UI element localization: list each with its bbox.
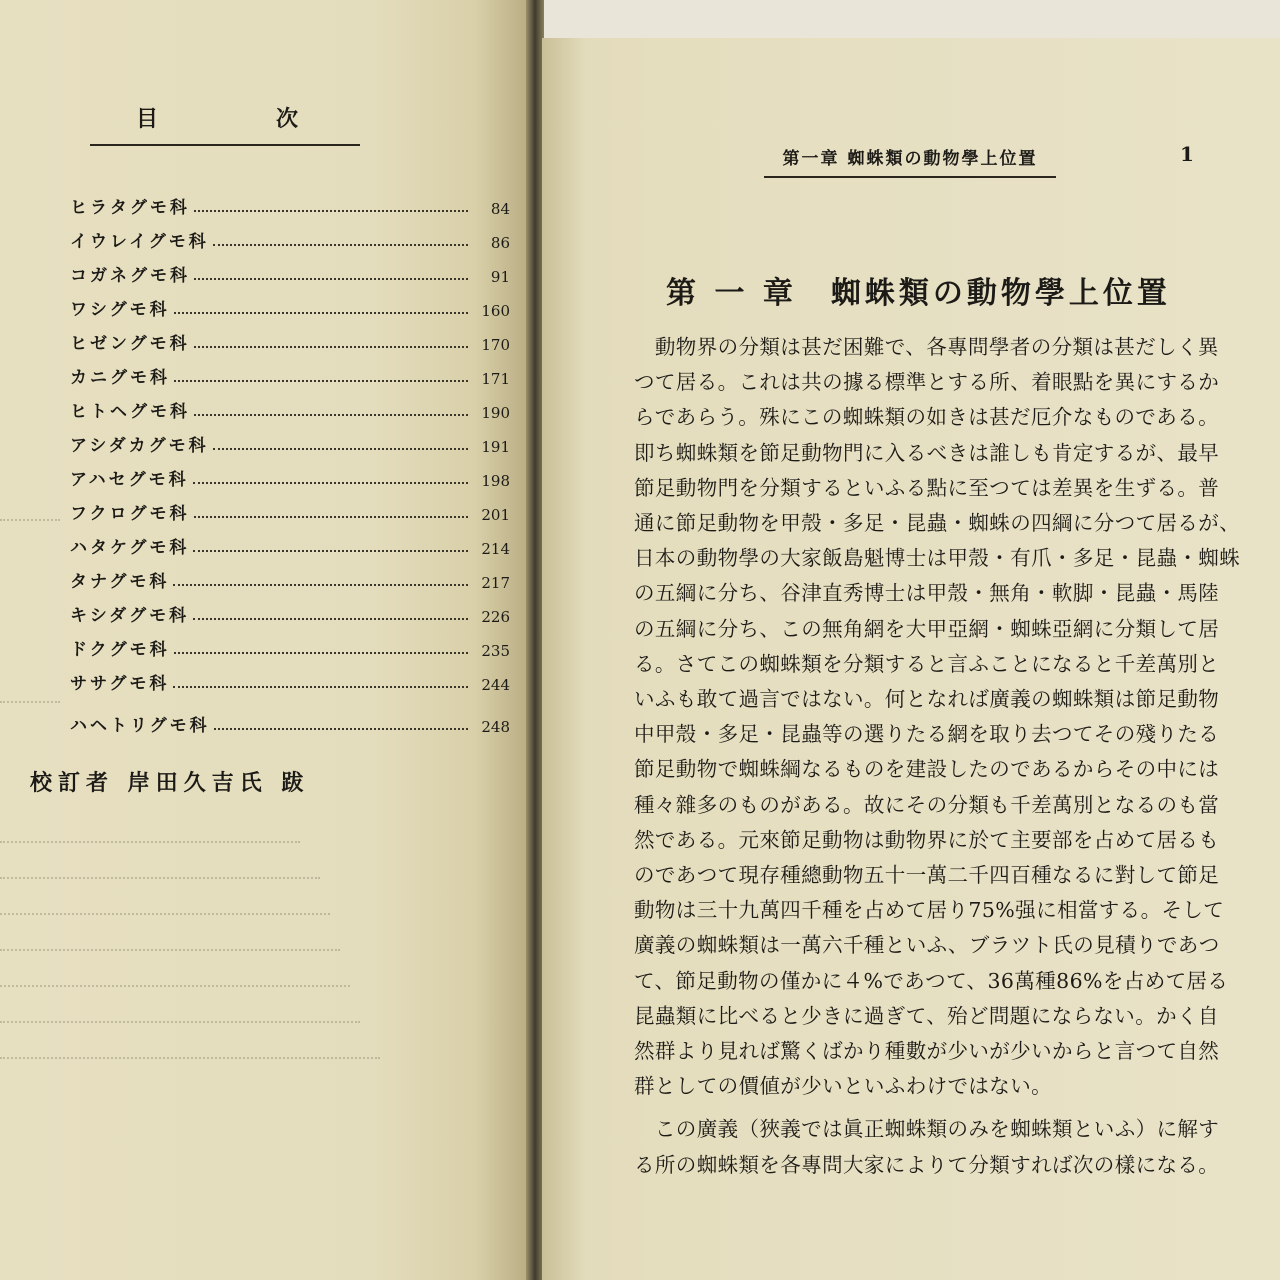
toc-item-page: 214 xyxy=(481,540,510,558)
toc-leader xyxy=(193,617,468,620)
toc-item-name: イウレイグモ科 xyxy=(70,232,209,252)
toc-leader xyxy=(193,481,468,484)
toc-item-name: ハヘトリグモ科 xyxy=(70,716,210,736)
toc-item-page: 190 xyxy=(481,404,510,422)
toc-item xyxy=(70,702,510,736)
text-line: 節足動物門を分類するといふる點に至つては差異を生ずる。普 xyxy=(634,475,1220,500)
toc-item-page: 244 xyxy=(481,676,510,694)
toc-item-name: ヒラタグモ科 xyxy=(70,198,190,218)
reviser-note: 校訂者 岸田久吉氏 跋 xyxy=(30,770,310,796)
text-line: 動物は三十九萬四千種を占めて居り75%强に相當する。そして xyxy=(634,898,1225,923)
left-page xyxy=(0,0,528,1280)
toc-item xyxy=(70,388,510,422)
toc-item-page: 160 xyxy=(481,302,510,320)
toc-item-name: ワシグモ科 xyxy=(70,300,170,320)
text-line: る。さてこの蜘蛛類を分類すると言ふことになると千差萬別と xyxy=(634,651,1220,676)
text-line: 昆蟲類に比べると少きに過ぎて、殆ど問題にならない。かく自 xyxy=(634,1003,1219,1028)
toc-item-page: 226 xyxy=(481,608,510,626)
toc-leader xyxy=(194,345,468,348)
toc-item-page: 84 xyxy=(490,200,510,218)
text-line: いふも敢て過言ではない。何となれば廣義の蜘蛛類は節足動物 xyxy=(634,687,1220,712)
toc-item-page: 201 xyxy=(481,506,510,524)
toc-item xyxy=(70,524,510,558)
text-line: 節足動物で蜘蛛綱なるものを建設したのであるからその中には xyxy=(634,757,1220,782)
toc-item xyxy=(70,592,510,626)
toc-item-name: ササグモ科 xyxy=(70,674,170,694)
toc-item-name: タナグモ科 xyxy=(70,572,170,592)
text-line: 中甲殼・多足・昆蟲等の選りたる網を取り去つてその殘りたる xyxy=(634,722,1220,747)
toc-item-page: 171 xyxy=(481,370,510,388)
text-line: 日本の動物學の大家飯島魁博士は甲殼・有爪・多足・昆蟲・蜘蛛 xyxy=(634,546,1241,571)
toc-item xyxy=(70,354,510,388)
toc-leader xyxy=(174,379,468,382)
text-line: 動物界の分類は甚だ困難で、各專問學者の分類は甚だしく異 xyxy=(634,335,1219,359)
toc-leader xyxy=(213,243,468,246)
chapter-title: 第 一 章 蜘蛛類の動物學上位置 xyxy=(666,276,1171,311)
toc-header xyxy=(90,100,360,146)
toc-item-name: ハタケグモ科 xyxy=(70,538,190,558)
toc-item-page: 170 xyxy=(481,336,510,354)
toc-item xyxy=(70,218,510,252)
toc-item xyxy=(70,252,510,286)
text-line: 通に節足動物を甲殼・多足・昆蟲・蜘蛛の四綱に分つて居るが、 xyxy=(634,511,1241,536)
paragraph-gap xyxy=(634,1104,1204,1112)
paragraph-2 xyxy=(634,1112,1220,1182)
toc-leader xyxy=(193,549,468,552)
text-line: 然群より見れば驚くばかり種數が少いが少いからと言つて自然 xyxy=(634,1039,1220,1064)
toc-leader xyxy=(194,413,468,416)
page-number: 1 xyxy=(1180,142,1194,166)
toc-item-name: フクログモ科 xyxy=(70,504,190,524)
toc-item-page: 217 xyxy=(481,574,510,592)
toc-item-name: キシダグモ科 xyxy=(70,606,190,626)
text-line: らであらう。殊にこの蜘蛛類の如きは甚だ厄介なものである。 xyxy=(634,405,1219,430)
toc-leader xyxy=(194,277,468,280)
toc-leader xyxy=(174,311,468,314)
toc-item-name: アハセグモ科 xyxy=(70,470,189,490)
text-line: の五綱に分ち、この無角網を大甲亞網・蜘蛛亞網に分類して居 xyxy=(634,616,1220,641)
toc-item-page: 91 xyxy=(490,268,510,286)
text-line: 廣義の蜘蛛類は一萬六千種といふ、ブラツト氏の見積りであつ xyxy=(634,933,1220,958)
toc-item-name: ヒトヘグモ科 xyxy=(70,402,190,422)
text-line: る所の蜘蛛類を各專問大家によりて分類すれば次の樣になる。 xyxy=(634,1152,1220,1177)
running-head: 第一章 蜘蛛類の動物學上位置 xyxy=(764,142,1056,178)
text-line: 然である。元來節足動物は動物界に於て主要部を占めて居るも xyxy=(634,827,1220,852)
toc-item-name: ヒゼングモ科 xyxy=(70,334,190,354)
toc-item xyxy=(70,422,510,456)
toc-item xyxy=(70,626,510,660)
text-line: 種々雜多のものがある。故にその分類も千差萬別となるのも當 xyxy=(634,792,1220,817)
toc-item-name: コガネグモ科 xyxy=(70,266,190,286)
toc-item-page: 86 xyxy=(490,234,510,252)
text-line: 群としての價値が少いといふわけではない。 xyxy=(634,1074,1052,1099)
toc-leader xyxy=(213,447,468,450)
toc-item xyxy=(70,490,510,524)
toc-item-page: 191 xyxy=(481,438,510,456)
toc-leader xyxy=(173,685,468,688)
toc-item xyxy=(70,286,510,320)
toc-item-name: カニグモ科 xyxy=(70,368,170,388)
toc-item xyxy=(70,320,510,354)
text-line: この廣義（狹義では眞正蜘蛛類のみを蜘蛛類といふ）に解す xyxy=(634,1117,1220,1142)
toc-item xyxy=(70,660,510,694)
right-page xyxy=(542,38,1280,1280)
text-line: 即ち蜘蛛類を節足動物門に入るべきは誰しも肯定するが、最早 xyxy=(634,440,1220,465)
toc-header-char1: 目 xyxy=(136,106,161,132)
text-line: のであつて現存種總動物五十一萬二千四百種なるに對して節足 xyxy=(634,863,1220,888)
toc-leader xyxy=(174,651,468,654)
toc-header-char2: 次 xyxy=(276,106,301,132)
toc-item-name: ドクグモ科 xyxy=(70,640,170,660)
toc-item-name: アシダカグモ科 xyxy=(70,436,209,456)
toc-leader xyxy=(194,515,469,518)
toc-leader xyxy=(173,583,468,586)
text-line: の五綱に分ち、谷津直秀博士は甲殼・無角・軟脚・昆蟲・馬陸 xyxy=(634,581,1220,606)
paragraph-1 xyxy=(634,330,1241,1104)
toc-item-page: 235 xyxy=(481,642,510,660)
toc-item xyxy=(70,456,510,490)
toc-item-page: 248 xyxy=(481,718,510,736)
toc-leader xyxy=(214,727,468,730)
text-line: て、節足動物の僅かに４%であつて、36萬種86%を占めて居る xyxy=(634,968,1229,993)
toc-list xyxy=(70,184,510,736)
toc-item xyxy=(70,184,510,218)
toc-item xyxy=(70,558,510,592)
text-line: つて居る。これは共の據る標準とする所、着眼點を異にするか xyxy=(634,370,1220,395)
body-text xyxy=(634,330,1241,1183)
toc-item-page: 198 xyxy=(481,472,510,490)
toc-leader xyxy=(194,209,468,212)
